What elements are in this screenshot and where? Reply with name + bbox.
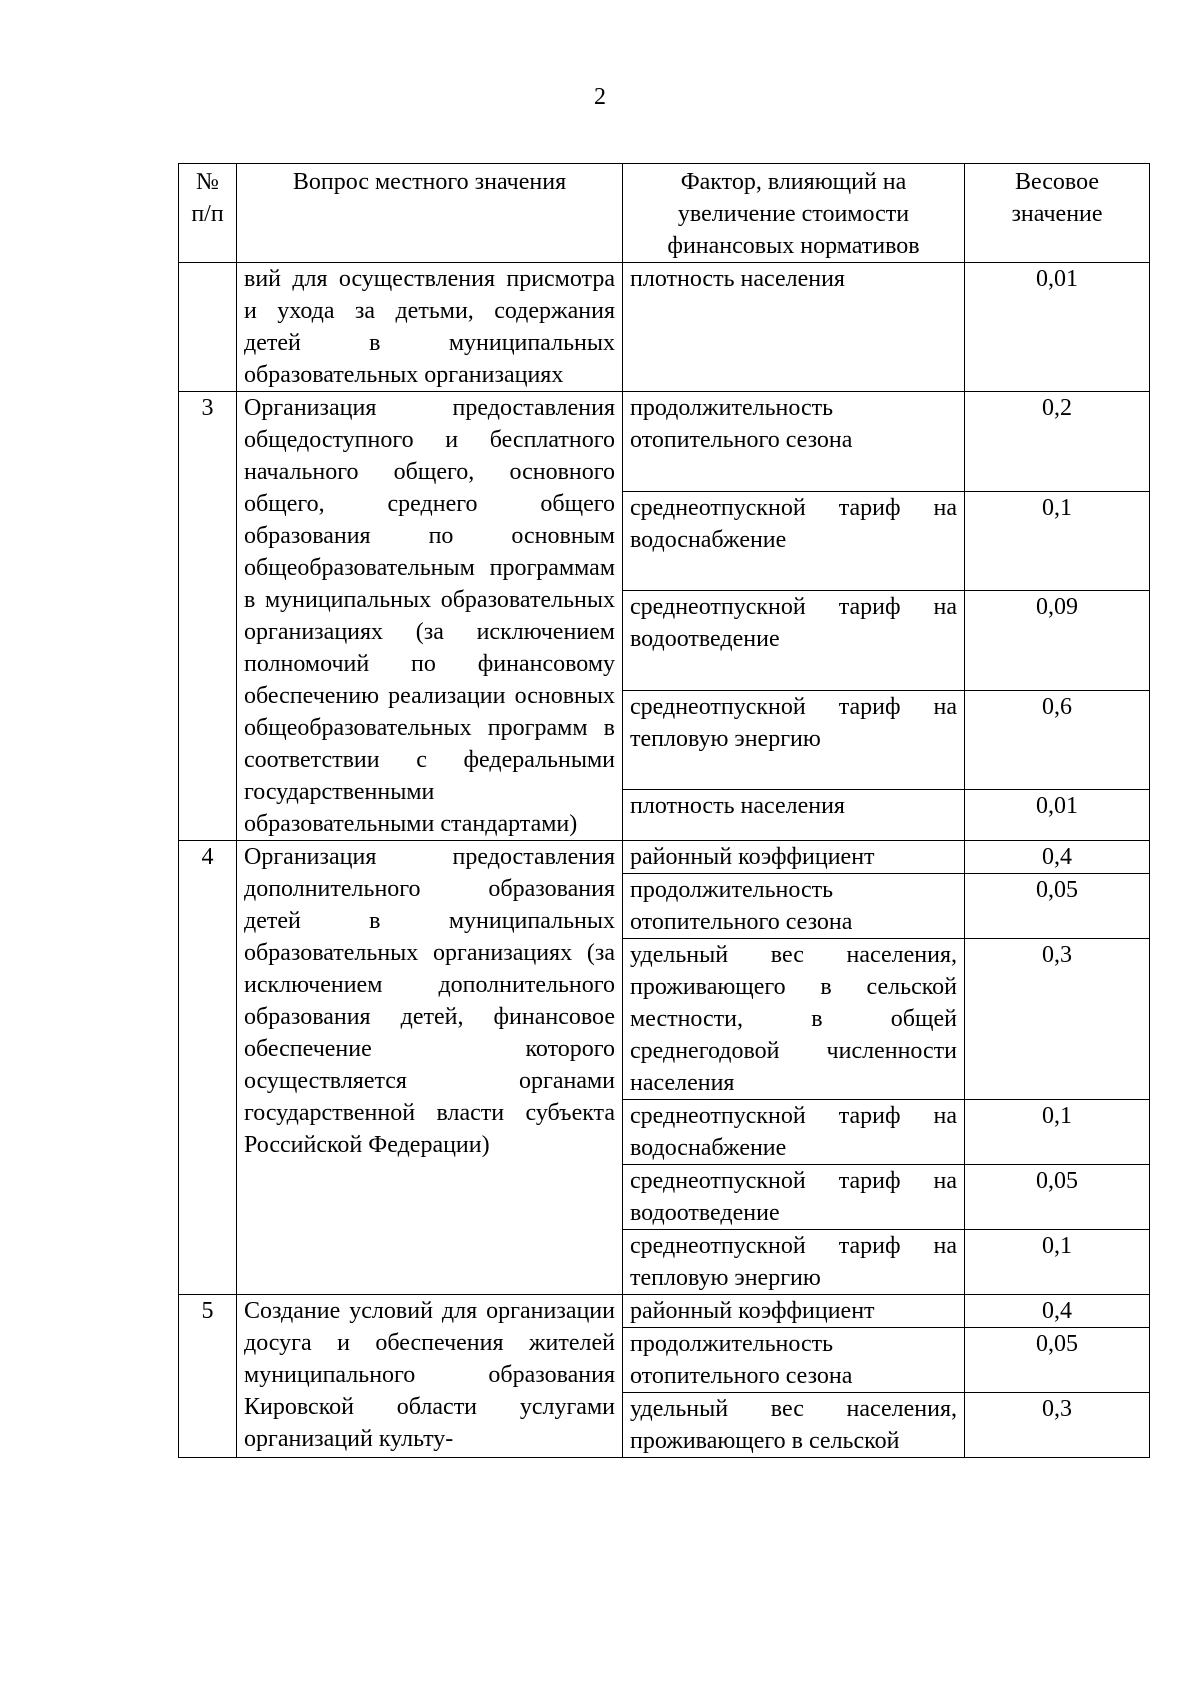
- table-row: [179, 392, 1150, 492]
- page-number: 2: [594, 84, 606, 110]
- weight-cell: 0,05: [965, 874, 1150, 939]
- question-cell: вий для осуществления присмотра и ухода за детьми, содержания детей в муниципальных образовательных организациях: [237, 263, 623, 392]
- header-factor: Фактор, влияющий на увеличение стоимости финансовых нормативов: [623, 164, 965, 263]
- factor-cell: удельный вес населения, проживающего в сельской местности, в общей среднегодовой численности населения: [623, 939, 965, 1100]
- header-weight: Весовое значение: [965, 164, 1150, 263]
- weight-cell: 0,1: [965, 1100, 1150, 1165]
- weight-cell: 0,4: [965, 1295, 1150, 1328]
- header-question: Вопрос местного значения: [237, 164, 623, 263]
- factor-cell: среднеотпускной тариф на тепловую энергию: [623, 1230, 965, 1295]
- factor-cell: среднеотпускной тариф на водоснабжение: [623, 1100, 965, 1165]
- financial-normatives-table: [178, 163, 1150, 1458]
- question-cell: Организация предоставления общедоступного и бесплатного начального общего, основного общего, среднего общего образования по основным общеобразовательным программам в муниципальных образовательных организациях (за исключением полномочий по финансовому обеспечению реализации основных общеобразовательных программ в соответствии с федеральными государственными образовательными стандартами): [237, 392, 623, 841]
- table-header-row: [179, 164, 1150, 263]
- weight-cell: 0,2: [965, 392, 1150, 492]
- table-body: [179, 263, 1150, 1458]
- row-number: [179, 263, 237, 392]
- question-cell: Создание условий для организации досуга и обеспечения жителей муниципального образования Кировской области услугами организаций культу-: [237, 1295, 623, 1458]
- factor-cell: продолжительность отопительного сезона: [623, 874, 965, 939]
- factor-cell: продолжительность отопительного сезона: [623, 392, 965, 492]
- weight-cell: 0,05: [965, 1165, 1150, 1230]
- table-row: [179, 263, 1150, 392]
- factor-cell: среднеотпускной тариф на тепловую энергию: [623, 690, 965, 790]
- factor-cell: плотность населения: [623, 790, 965, 841]
- row-number: 4: [179, 841, 237, 1295]
- row-number: 3: [179, 392, 237, 841]
- factor-cell: среднеотпускной тариф на водоотведение: [623, 1165, 965, 1230]
- weight-cell: 0,4: [965, 841, 1150, 874]
- weight-cell: 0,6: [965, 690, 1150, 790]
- weight-cell: 0,1: [965, 1230, 1150, 1295]
- factor-cell: районный коэффициент: [623, 841, 965, 874]
- factor-cell: удельный вес населения, проживающего в сельской: [623, 1393, 965, 1458]
- weight-cell: 0,1: [965, 491, 1150, 591]
- table-row: [179, 1295, 1150, 1328]
- factor-cell: среднеотпускной тариф на водоотведение: [623, 591, 965, 691]
- question-cell: Организация предоставления дополнительного образования детей в муниципальных образовательных организациях (за исключением дополнительного образования детей, финансовое обеспечение которого осуществляется органами государственной власти субъекта Российской Федерации): [237, 841, 623, 1295]
- header-num: № п/п: [179, 164, 237, 263]
- weight-cell: 0,09: [965, 591, 1150, 691]
- table-row: [179, 841, 1150, 874]
- weight-cell: 0,01: [965, 263, 1150, 392]
- factor-cell: плотность населения: [623, 263, 965, 392]
- weight-cell: 0,3: [965, 1393, 1150, 1458]
- row-number: 5: [179, 1295, 237, 1458]
- weight-cell: 0,05: [965, 1328, 1150, 1393]
- factor-cell: среднеотпускной тариф на водоснабжение: [623, 491, 965, 591]
- factor-cell: продолжительность отопительного сезона: [623, 1328, 965, 1393]
- weight-cell: 0,01: [965, 790, 1150, 841]
- weight-cell: 0,3: [965, 939, 1150, 1100]
- factor-cell: районный коэффициент: [623, 1295, 965, 1328]
